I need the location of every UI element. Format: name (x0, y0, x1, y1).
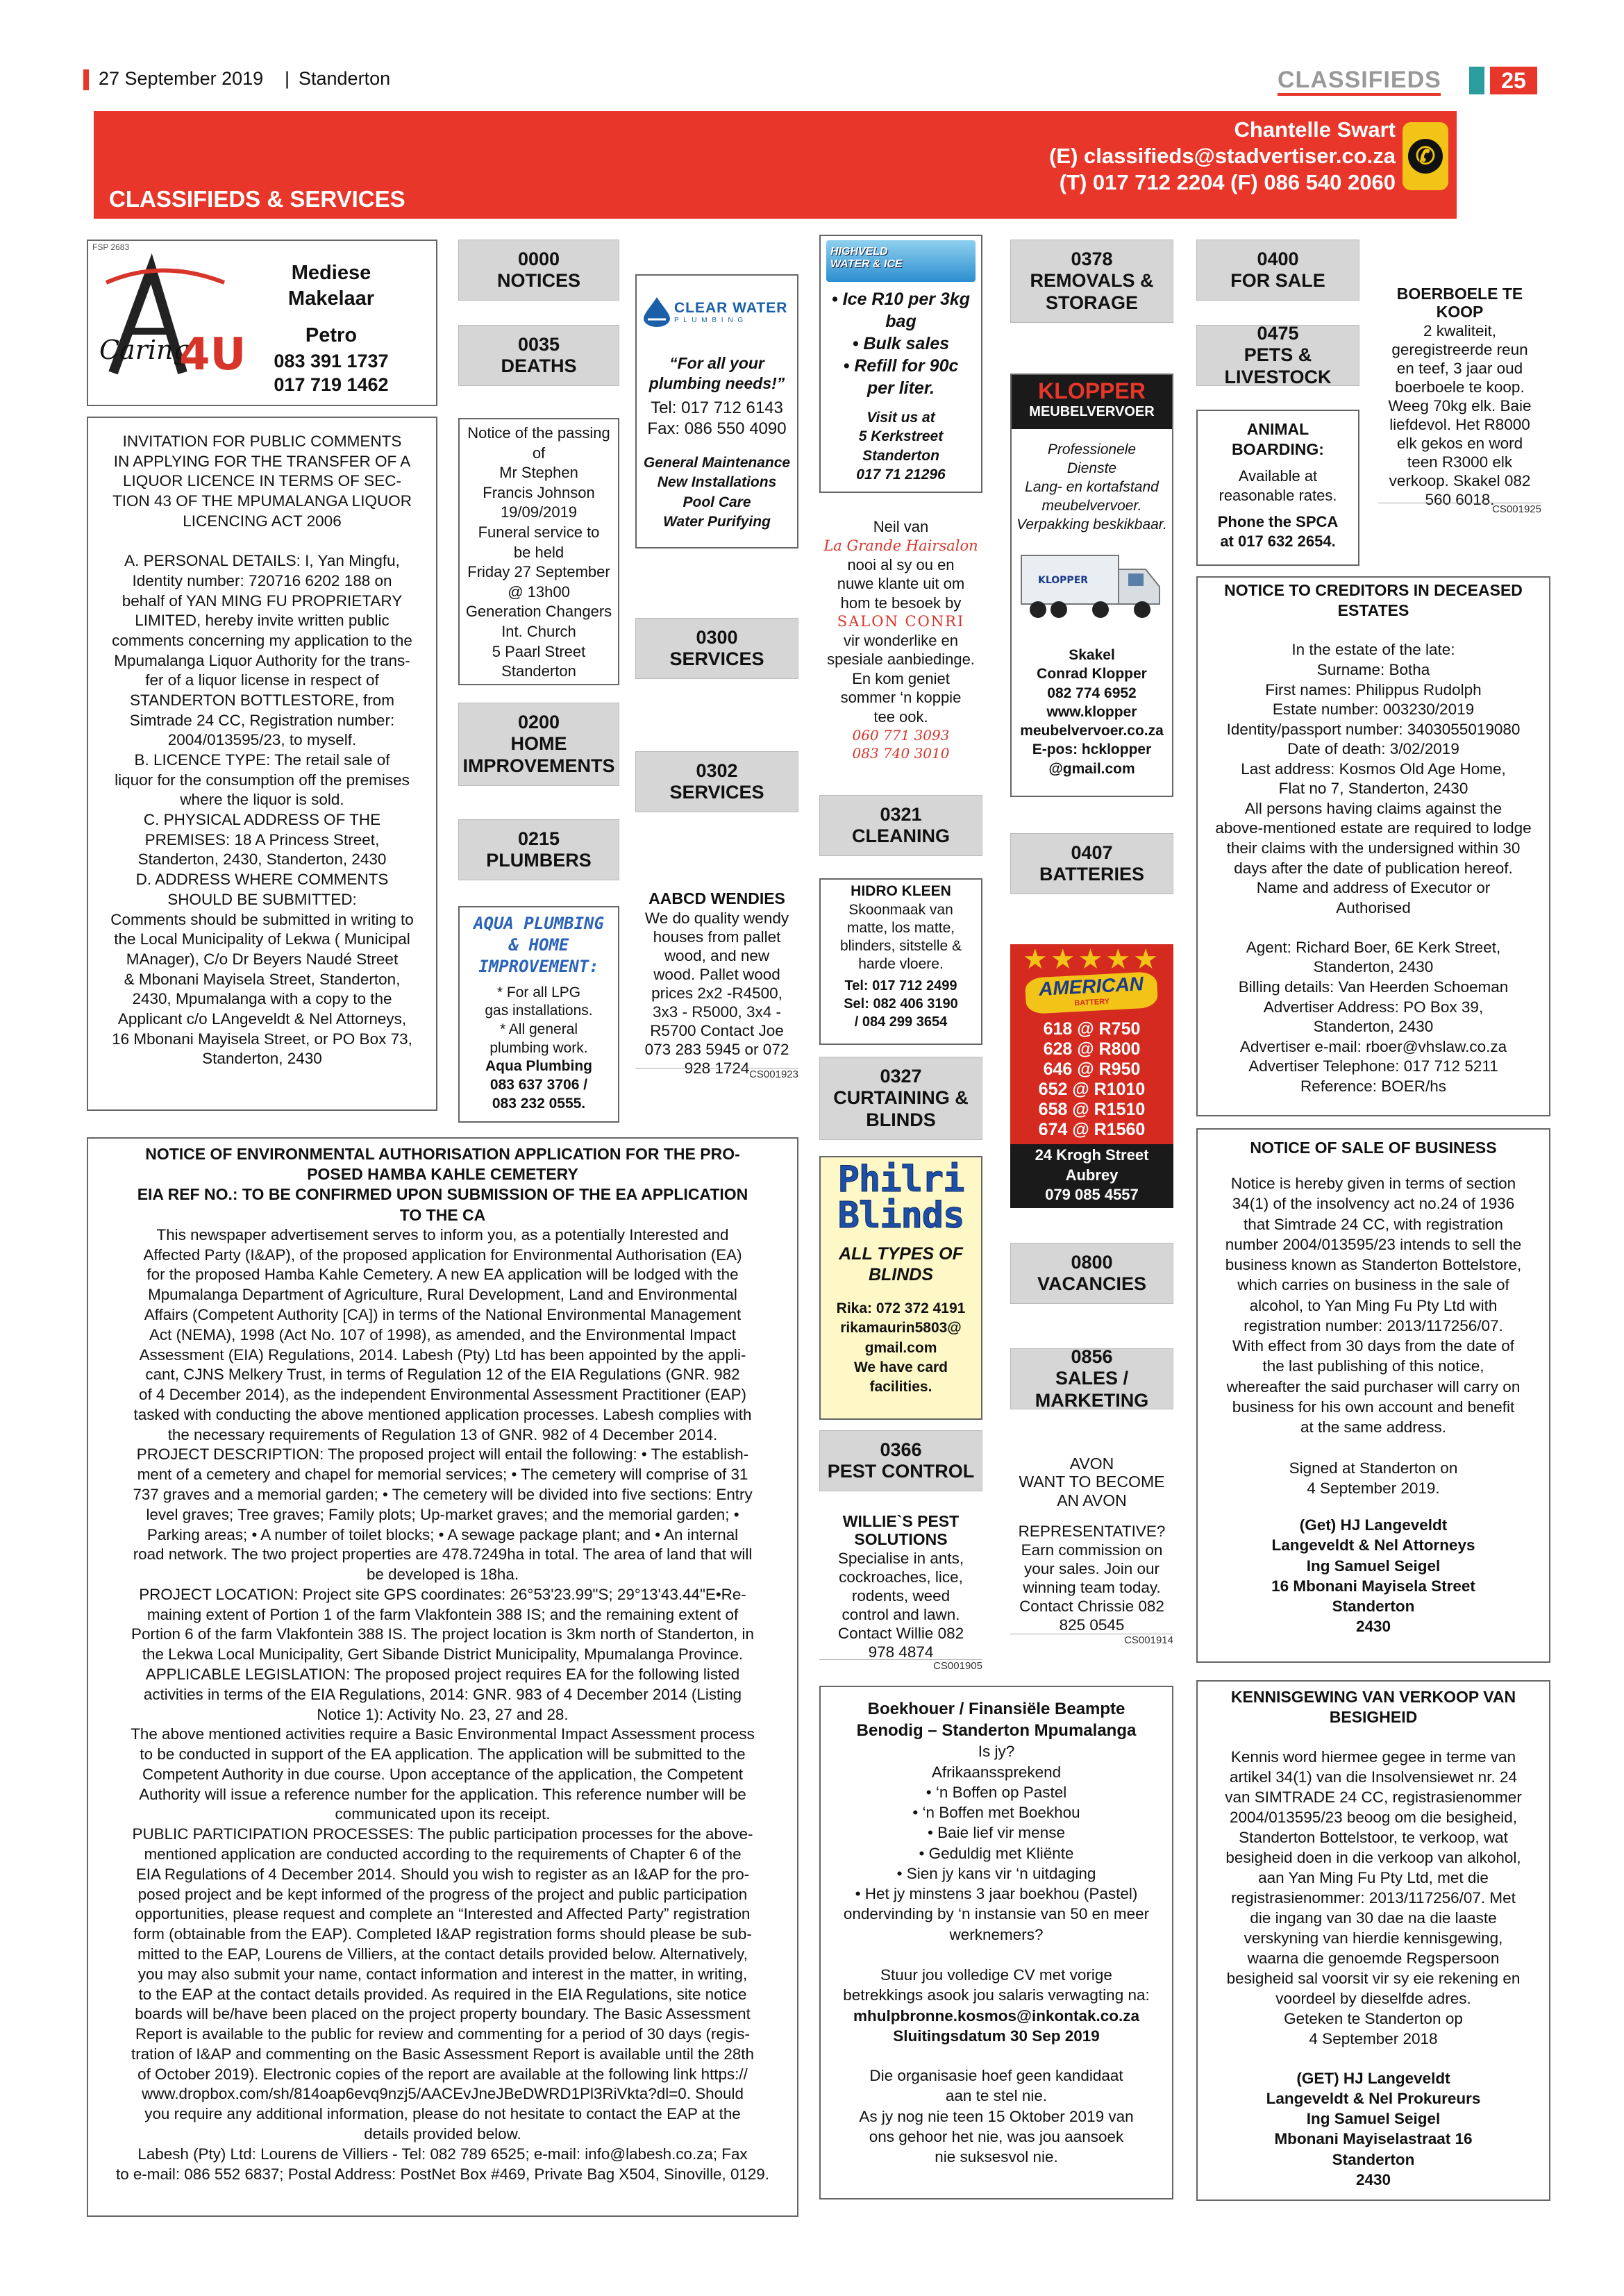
category-0215-plumbers[interactable] (458, 819, 619, 880)
avon-ref: CS001914 (1010, 1634, 1173, 1646)
wendies-ad (635, 889, 798, 1097)
aqua-plumbing-ad (458, 906, 619, 1123)
clearwater-services: General Maintenance New Installations Pool Care Water Purifying (643, 455, 791, 530)
hidro-title: HIDRO KLEEN (851, 883, 951, 899)
contact-phone: (T) 017 712 2204 (F) 086 540 2060 (1059, 169, 1396, 194)
svg-text:4U: 4U (179, 329, 246, 380)
category-label: 0302 SERVICES (669, 760, 764, 803)
avon-text: REPRESENTATIVE? Earn commission on your sales. Join our winning team today. Contact Chrissie 082 825 0545 (1018, 1523, 1166, 1634)
battery-price: 618 @ R750 (1043, 1019, 1141, 1039)
willie-title: WILLIE`S PEST SOLUTIONS (842, 1512, 960, 1549)
wendies-title: AABCD WENDIES (648, 889, 785, 907)
category-label: 0300 SERVICES (669, 626, 764, 669)
category-0856-sales-marketing[interactable] (1010, 1348, 1173, 1409)
banner-title: CLASSIFIEDS & SERVICES (109, 186, 405, 212)
category-label: 0378 REMOVALS & STORAGE (1030, 249, 1154, 313)
aqua-name: Aqua Plumbing (485, 1058, 592, 1075)
eia-notice (87, 1137, 798, 2217)
animal-phone: Phone the SPCA at 017 632 2654. (1217, 513, 1339, 551)
animal-text: Available at reasonable rates. (1219, 467, 1337, 505)
wendies-ref: CS001923 (635, 1068, 798, 1080)
category-0400-for-sale[interactable] (1196, 240, 1359, 301)
category-0200-home-improvements[interactable] (458, 703, 619, 786)
kennis-sign: (GET) HJ Langeveldt Langeveldt & Nel Prokureurs Ing Samuel Seigel Mbonani Mayiselastraat 16 Standerton 2430 (1266, 2069, 1481, 2188)
category-0321-cleaning[interactable] (819, 795, 982, 856)
klopper-sub: MEUBELVERVOER (1029, 404, 1155, 420)
header-date: 27 September 2019 (99, 68, 264, 89)
creditors-notice (1196, 576, 1550, 1116)
clearwater-ad (635, 274, 798, 548)
clearwater-phones: Tel: 017 712 6143 Fax: 086 550 4090 (647, 399, 787, 439)
animal-title: ANIMAL BOARDING: (1232, 420, 1324, 459)
salon-line1: Neil van (873, 518, 929, 535)
svg-text:Caring: Caring (99, 335, 190, 365)
category-label: 0200 HOME IMPROVEMENTS (462, 712, 615, 776)
aqua-title: AQUA PLUMBING & HOME IMPROVEMENT: (474, 914, 604, 977)
page-number: 25 (1501, 68, 1526, 93)
battery-price: 652 @ R1010 (1038, 1080, 1146, 1099)
highveld-logo-text: HIGHVELD WATER & ICE (830, 246, 903, 271)
aqua-phones: 083 637 3706 / 083 232 0555. (489, 1076, 588, 1112)
category-0378-removals-storage[interactable] (1010, 240, 1173, 323)
kennis-title: KENNISGEWING VAN VERKOOP VAN BESIGHEID (1230, 1688, 1516, 1726)
caring-phone1: 083 391 1737 (274, 351, 389, 371)
header-town: Standerton (299, 68, 391, 89)
philri-logo: Philri Blinds (837, 1159, 964, 1237)
fsp-code: FSP 2683 (92, 242, 130, 252)
klopper-header (1012, 375, 1172, 429)
battery-price: 658 @ R1510 (1038, 1100, 1146, 1119)
svg-text:KLOPPER: KLOPPER (1038, 575, 1089, 586)
willie-pest-ad (819, 1512, 982, 1672)
highveld-items: • Ice R10 per 3kg bag • Bulk sales • Refill for 90c per liter. (831, 290, 971, 398)
philri-sub: ALL TYPES OF BLINDS (839, 1244, 963, 1284)
category-label: 0475 PETS & LIVESTOCK (1224, 323, 1332, 387)
category-label: 0327 CURTAINING & BLINDS (833, 1066, 969, 1130)
caring4u-ad (87, 240, 437, 406)
sale-text: Notice is hereby given in terms of section 34(1) of the insolvency act no.24 of 1936 that Simtrade 24 CC, with registration number 2004/013595/23 intends to sell the business known as Standerton Bottelstore, which carries on business in the sale of alcohol, to Yan Ming Fu Pty Ltd with registration number: 2013/117256/07. With effect from 30 days from the date of the last publishing of this notice, whereafter the said purchaser will carry on business for his own account and benefit at the same address. Signed at Standerton on 4 September 2019. (1225, 1175, 1522, 1497)
highveld-logo (826, 240, 976, 282)
category-label: 0856 SALES / MARKETING (1035, 1346, 1149, 1411)
category-label: 0800 VACANCIES (1037, 1251, 1147, 1294)
caring-name: Petro (305, 324, 358, 346)
boerboele-ref: CS001925 (1378, 503, 1541, 515)
phone-icon: ✆ (1403, 122, 1448, 190)
boekhouer-email[interactable]: mhulpbronne.kosmos@inkontak.co.za Sluitingsdatum 30 Sep 2019 (853, 2006, 1139, 2045)
boekhouer-title: Boekhouer / Finansiële Beampte Benodig – Standerton Mpumalanga (856, 1700, 1137, 1741)
category-label: 0321 CLEANING (852, 803, 950, 846)
contact-email[interactable]: (E) classifieds@stadvertiser.co.za (1049, 143, 1396, 168)
eia-text: This newspaper advertisement serves to inform you, as a potentially Interested and Affected Party (I&AP), of the proposed application for Environmental Authorisation (EA) for the proposed Hamba Kahle Cemetery. A new EA application will be lodged with the Mpumalanga Department of Agriculture, Rural Development, Land and Environmental Affairs (Competent Authority [CA]) in terms of the National Environmental Management Act (NEMA), 1998 (Act No. 107 of 1998), as amended, and the Environmental Impact Assessment (EIA) Regulations, 2014. Labesh (Pty) Ltd has been appointed by the appli- cant, CJNS Melkery Trust, in terms of Regulation 12 of the EIA Regulations (GNR. 982 of 4 December 2014), as the independent Environmental Assessment Practitioner (EAP) tasked with conducting the above mentioned application processes. Labesh complies with the necessary requirements of Regulation 13 of GNR. 982 of 4 December 2014. PROJECT DESCRIPTION: The proposed project will entail the following: • The establish- ment of a cemetery and chapel for memorial services; • The cemetery will comprise of 31 737 graves and a memorial garden; • The cemetery will be divided into five sections: Entry level graves; Tree graves; Family plots; Up-market graves; and the memorial garden; • Parking areas; • A number of toilet blocks; • A sewage package plant; and • An internal road network. The two project properties are 478.7249ha in total. The area of land that will be developed is 18ha. PROJECT LOCATION: Project site GPS coordinates: 26°53'23.99"S; 29°13'43.44"E•Re- maining extent of Portion 1 of the farm Vlakfontein 388 IS; and the remaining extent of Portion 6 of the farm Vlakfontein 388 IS. The project location is 3km north of Standerton, in the Lekwa Local Municipality, Gert Sibande District Municipality, Mpumalanga Province. APPLICABLE LEGISLATION: The proposed project requires EA for the following listed activities in terms of the EIA Regulations, 2014: GNR. 983 of 4 December 2014 (Listing Notice 1): Activity No. 23, 27 and 28. The above mentioned activities require a Basic Environmental Impact Assessment process to be conducted in support of the EA application. The application will be submitted to the Competent Authority in due course. Upon acceptance of the application, the Competent Authority will issue a reference number for the application. This reference number will be communicated upon its receipt. PUBLIC PARTICIPATION PROCESSES: The public participation processes for the above- mentioned application are conducted according to the requirements of Chapter 6 of the EIA Regulations of 4 December 2014. Should you wish to register as an I&AP for the pro- posed project and be kept informed of the progress of the project and public participation opportunities, please request and complete an “Interested and Affected Party” registration form (obtainable from the EAP). Completed I&AP registration forms should please be sub- mitted to the EAP, Lourens de Villiers, at the contact details provided below. Alternatively, you may also submit your name, contact information and interest in the matter, in writing, to the EAP at the contact details provided. As required in the EIA Regulations, site notice boards will be/have been placed on the project property boundary. The Basic Assessment Report is available to the public for review and commenting for a period of 30 days (regis- tration of I&AP and commenting on the Basic Assessment Report is available until the 28th of October 2019). Electronic copies of the report are available at the following link https:// www.dropbox.com/sh/814oap6evq9nzj5/AACEvJneJBeDWRD1Pl3RiVkta?dl=0. Should you require any additional information, please do not hesitate to contact the EAP at the details provided below. Labesh (Pty) Ltd: Lourens de Villiers - Tel: 082 789 6525; e-mail: info@labesh.co.za; Fax to e-mail: 086 552 6837; Postal Address: PostNet Box #469, Private Bag X504, Sinoville, 0129. (116, 1225, 769, 2183)
death-text: Notice of the passing of Mr Stephen Francis Johnson 19/09/2019 Funeral service to be held Friday 27 September @ 13h00 Generation Changers Int. Church 5 Paarl Street Standerton (465, 424, 612, 680)
eia-title: NOTICE OF ENVIRONMENTAL AUTHORISATION APPLICATION FOR THE PRO- POSED HAMBA KAHLE CEMETERY EIA REF NO.: TO BE CONFIRMED UPON SUBMISSION OF THE EA APPLICATION TO THE CA (137, 1145, 748, 1224)
american-battery-ad (1010, 944, 1173, 1208)
willie-text: Specialise in ants, cockroaches, lice, rodents, weed control and lawn. Contact Willie 082 978 4874 (837, 1549, 964, 1661)
battery-address: 24 Krogh Street Aubrey 079 085 4557 (1010, 1144, 1173, 1208)
battery-brand: AMERICAN (1038, 973, 1144, 1000)
sale-of-business-notice (1196, 1128, 1550, 1663)
clearwater-sub: P L U M B I N G (674, 316, 745, 324)
category-0000-notices[interactable] (458, 240, 619, 301)
hidro-kleen-ad (819, 878, 982, 1045)
page-header (83, 67, 1541, 94)
clearwater-name: CLEAR WATER (674, 299, 788, 316)
philri-contact: Rika: 072 372 4191 rikamaurin5803@ gmail.com We have card facilities. (836, 1300, 966, 1396)
battery-price: 674 @ R1560 (1038, 1120, 1146, 1139)
category-label: 0407 BATTERIES (1039, 841, 1144, 885)
water-drop-icon (642, 296, 671, 328)
category-0800-vacancies[interactable] (1010, 1243, 1173, 1304)
category-label: 0035 DEATHS (501, 333, 577, 376)
header-divider: | (285, 68, 290, 89)
liquor-licence-notice (87, 417, 437, 1111)
kennisgewing-notice (1196, 1680, 1550, 2201)
salon-name: La Grande Hairsalon (823, 537, 978, 554)
battery-brand-sub: BATTERY (1074, 997, 1110, 1008)
boekhouer-ad (819, 1686, 1173, 2199)
philri-blinds-ad (819, 1156, 982, 1420)
section-title: CLASSIFIEDS (1278, 67, 1441, 93)
death-notice (458, 418, 619, 685)
boekhouer-text: Is jy? Afrikaanssprekend • ‘n Boffen op Pastel • ‘n Boffen met Boekhou • Baie lief vir mense • Geduldig met Kliënte • Sien jy kans vir ‘n uitdaging • Het jy minstens 3 jaar boekhou (Pastel) ondervinding by ‘n instansie van 50 en meer werknemers? Stuur jou volledige CV met vorige betrekkings asook jou salaris verwagting na: (843, 1743, 1150, 2004)
page-number-accent (1469, 67, 1484, 94)
clearwater-tag: “For all your plumbing needs!” (648, 354, 785, 393)
boekhouer-end: Die organisasie hoef geen kandidaat aan te stel nie. As jy nog nie teen 15 Oktober 2019 van ons gehoor het nie, was jou aansoek nie suksesvol nie. (859, 2067, 1134, 2166)
klopper-text: Professionele Dienste Lang- en kortafstand meubelvervoer. Verpakking beskikbaar. (1016, 442, 1167, 533)
battery-price: 628 @ R800 (1043, 1039, 1141, 1059)
boerboele-title: BOERBOELE TE KOOP (1396, 285, 1523, 321)
animal-boarding-ad (1196, 410, 1359, 566)
category-0475-pets-livestock[interactable] (1196, 325, 1359, 386)
category-0407-batteries[interactable] (1010, 833, 1173, 894)
creditors-title: NOTICE TO CREDITORS IN DECEASED ESTATES (1224, 581, 1523, 620)
category-label: 0215 PLUMBERS (486, 828, 592, 871)
header-red-tick (83, 69, 89, 90)
category-0366-pest-control[interactable] (819, 1430, 982, 1491)
clearwater-logo (642, 295, 792, 328)
hidro-phones: Tel: 017 712 2499 Sel: 082 406 3190 / 084 299 3654 (844, 978, 958, 1030)
category-0327-curtaining-blinds[interactable] (819, 1057, 982, 1140)
klopper-name: KLOPPER (1038, 378, 1146, 403)
battery-stars: ★★★★★ (1022, 944, 1162, 975)
creditors-text: In the estate of the late: Surname: Botha First names: Philippus Rudolph Estate number: 003230/2019 Identity/passport number: 3403055019080 Date of death: 3/02/2019 Last address: Kosmos Old Age Home, Flat no 7, Standerton, 2430 All persons having claims against the above-mentioned estate are required to lodge their claims with the undersigned within 30 days after the date of publication hereof. Name and address of Executor or Authorised Agent: Richard Boer, 6E Kerk Street, Standerton, 2430 Billing details: Van Heerden Schoeman Advertiser Address: PO Box 39, Standerton, 2430 Advertiser e-mail: rboer@vhslaw.co.za Advertiser Telephone: 017 712 5211 Reference: BOER/hs (1215, 641, 1532, 1095)
category-label: 0366 PEST CONTROL (827, 1439, 975, 1482)
banner-contact (1049, 117, 1396, 195)
willie-ref: CS001905 (819, 1659, 982, 1672)
aqua-body: * For all LPG gas installations. * All general plumbing work. (485, 984, 593, 1056)
battery-prices (1010, 1019, 1173, 1140)
category-label: 0400 FOR SALE (1230, 248, 1325, 291)
salon-phones: 060 771 3093 083 740 3010 (852, 727, 950, 762)
contact-name: Chantelle Swart (1234, 117, 1396, 142)
klopper-contact: Skakel Conrad Klopper 082 774 6952 www.klopper meubelvervoer.co.za E-pos: hcklopper @gmail.com (1020, 647, 1164, 777)
caring-phone2: 017 719 1462 (274, 374, 389, 395)
highveld-visit: Visit us at 5 Kerkstreet Standerton 017 71 21296 (856, 410, 946, 483)
category-0035-deaths[interactable] (458, 325, 619, 386)
salon-conri: SALON CONRI (837, 613, 965, 630)
caring4u-logo (92, 255, 246, 394)
boerboele-ad (1378, 285, 1541, 514)
salon-line5: vir wonderlike en spesiale aanbiedinge. En kom geniet sommer ‘n koppie tee ook. (827, 631, 975, 726)
kennis-text: Kennis word hiermee gegee in terme van artikel 34(1) van die Insolvensiewet nr. 24 van SIMTRADE 24 CC, registrasienommer 2004/013595/23 beoog om die besigheid, Standerton Bottelstoor, te verkoop, wat besigheid doen in die verkoop van alkohol, aan Yan Ming Fu Pty Ltd, met die registrasienommer: 2013/117256/07. Met die ingang van 30 dae na die laaste verskyning van hierdie kennisgewing, waarna die genoemde Regspersoon besigheid sal voorsit vir sy eie rekening en voordeel by dieselfde adres. Geteken te Standerton op 4 September 2018 (1225, 1748, 1522, 2047)
klopper-ad (1010, 374, 1173, 797)
avon-title: AVON WANT TO BECOME AN AVON (1019, 1455, 1165, 1509)
avon-ad (1010, 1455, 1173, 1663)
truck-image (1017, 542, 1166, 635)
sale-sign: (Get) HJ Langeveldt Langeveldt & Nel Attorneys Ing Samuel Seigel 16 Mbonani Mayisela Street Standerton 2430 (1271, 1516, 1475, 1636)
sale-title: NOTICE OF SALE OF BUSINESS (1250, 1139, 1497, 1157)
page-number-box (1490, 67, 1537, 94)
header-bar (1278, 93, 1441, 96)
battery-price: 646 @ R950 (1043, 1059, 1141, 1079)
liquor-text: INVITATION FOR PUBLIC COMMENTS IN APPLYING FOR THE TRANSFER OF A LIQUOR LICENCE IN TERMS OF SEC- TION 43 OF THE MPUMALANGA LIQUOR LICENCING ACT 2006 A. PERSONAL DETAILS: I, Yan Mingfu, Identity number: 720716 6202 188 on behalf of YAN MING FU PROPRIETARY LIMITED, hereby invite written public comments concerning my application to the Mpumalanga Liquor Authority for the trans- fer of a liquor license in respect of STANDERTON BOTTLESTORE, from Simtrade 24 CC, Registration number: 2004/013595/23, to myself. B. LICENCE TYPE: The retail sale of liquor for the consumption off the premises where the liquor is sold. C. PHYSICAL ADDRESS OF THE PREMISES: 18 A Princess Street, Standerton, 2430, Standerton, 2430 D. ADDRESS WHERE COMMENTS SHOULD BE SUBMITTED: Comments should be submitted in writing to the Local Municipality of Lekwa ( Municipal MAnager), C/o Dr Beyers Naudé Street & Mbonani Mayisela Street, Standerton, 2430, Mpumalanga with a copy to the Applicant c/o LAngeveldt & Nel Attorneys, 16 Mbonani Mayisela Street, or PO Box 73, Standerton, 2430 (110, 433, 414, 1068)
salon-line3: nooi al sy ou en nuwe klante uit om hom te besoek by (837, 555, 965, 612)
wendies-text: We do quality wendy houses from pallet wood, and new wood. Pallet wood prices 2x2 -R4500, 3x3 - R5000, 3x4 - R5700 Contact Joe 073 283 5945 or 072 928 1724 (644, 910, 789, 1078)
battery-brand-badge (1025, 971, 1158, 1014)
category-0300-services[interactable] (635, 618, 798, 679)
hidro-text: Skoonmaak van matte, los matte, blinders, sitstelle & harde vloere. (839, 901, 962, 973)
boerboele-text: 2 kwaliteit, geregistreerde reun en teef, 3 jaar oud boerboele te koop. Weeg 70kg elk. Baie liefdevol. Het R8000 elk gekos en word teen R3000 elk verkoop. Skakel 082 560 6018. (1388, 321, 1532, 508)
salon-ad (819, 517, 982, 762)
category-0302-services[interactable] (635, 751, 798, 812)
highveld-ice-ad (819, 235, 982, 493)
classifieds-banner (94, 111, 1457, 219)
caring-title: Mediese Makelaar (287, 262, 375, 310)
category-label: 0000 NOTICES (496, 248, 580, 291)
